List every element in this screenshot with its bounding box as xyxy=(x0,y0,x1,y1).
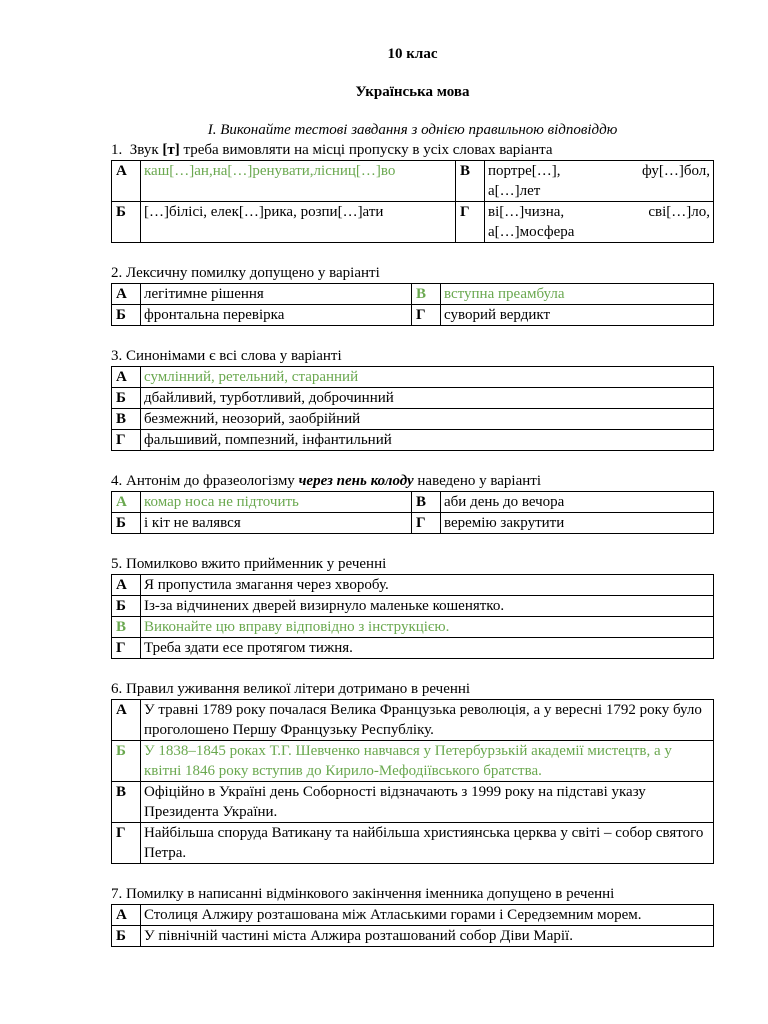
option-5c: Виконайте цю вправу відповідно з інструкцією. xyxy=(141,617,714,638)
document-page xyxy=(111,0,714,947)
option-1c: […]білісі, елек[…]рика, розпи[…]ати xyxy=(141,202,456,243)
option-2d: суворий вердикт xyxy=(441,305,714,326)
option-label: Б xyxy=(112,513,141,534)
question-5-options xyxy=(111,574,714,659)
subject-heading: Українська мова xyxy=(355,84,470,100)
question-1-sound: [т] xyxy=(162,142,180,158)
section-instruction: I. Виконайте тестові завдання з однією правильною відповіддю xyxy=(207,122,618,138)
option-label: А xyxy=(112,575,141,596)
option-label: А xyxy=(112,161,141,202)
option-4a: комар носа не підточить xyxy=(141,492,412,513)
option-7a: Столиця Алжиру розташована між Атласькими горами і Середземним морем. xyxy=(141,905,714,926)
option-label: Г xyxy=(412,513,441,534)
option-1d: ві[…]чизна, сві[…]ло, а[…]мосфера xyxy=(485,202,714,243)
option-label: А xyxy=(112,367,141,388)
option-5a: Я пропустила змагання через хворобу. xyxy=(141,575,714,596)
option-3b: дбайливий, турботливий, доброчинний xyxy=(141,388,714,409)
question-3: 3. Синонімами є всі слова у варіанті xyxy=(111,348,342,364)
option-label: А xyxy=(112,284,141,305)
option-label: В xyxy=(112,617,141,638)
option-label: В xyxy=(456,161,485,202)
question-5: 5. Помилково вжито прийменник у реченні xyxy=(111,556,387,572)
option-2a: легітимне рішення xyxy=(141,284,412,305)
option-6b: У 1838–1845 роках Т.Г. Шевченко навчався у Петербурзькій академії мистецтв, а у квітні 1846 року вступив до Кирило-Мефодіївського братства. xyxy=(141,741,714,782)
question-7: 7. Помилку в написанні відмінкового закінчення іменника допущено в реченні xyxy=(111,886,615,902)
option-label: Г xyxy=(112,638,141,659)
option-label: Б xyxy=(112,305,141,326)
option-label: Б xyxy=(112,741,141,782)
question-1-text-end: треба вимовляти на місці пропуску в усіх словах варіанта xyxy=(183,142,553,158)
option-label: В xyxy=(112,409,141,430)
question-6-options xyxy=(111,699,714,864)
option-5d: Треба здати есе протягом тижня. xyxy=(141,638,714,659)
option-label: Б xyxy=(112,596,141,617)
option-label: Г xyxy=(412,305,441,326)
option-label: А xyxy=(112,492,141,513)
question-2-options xyxy=(111,283,714,326)
option-label: Г xyxy=(112,823,141,864)
question-1-text-start: Звук xyxy=(129,142,159,158)
question-7-options xyxy=(111,904,714,947)
option-label: Б xyxy=(112,388,141,409)
question-1-options xyxy=(111,160,714,243)
option-2c: фронтальна перевірка xyxy=(141,305,412,326)
option-7b: У північній частині міста Алжира розташований собор Діви Марії. xyxy=(141,926,714,947)
option-6d: Найбільша споруда Ватикану та найбільша християнська церква у світі – собор святого Петра. xyxy=(141,823,714,864)
option-label: В xyxy=(412,284,441,305)
option-6a: У травні 1789 року почалася Велика Французька революція, а у вересні 1792 року було проголошено Першу Французьку Республіку. xyxy=(141,700,714,741)
option-label: Г xyxy=(112,430,141,451)
option-label: В xyxy=(112,782,141,823)
question-6: 6. Правил уживання великої літери дотримано в реченні xyxy=(111,681,471,697)
option-5b: Із-за відчинених дверей визирнуло маленьке кошенятко. xyxy=(141,596,714,617)
option-4d: веремію закрутити xyxy=(441,513,714,534)
option-4b: аби день до вечора xyxy=(441,492,714,513)
option-label: А xyxy=(112,905,141,926)
question-3-options xyxy=(111,366,714,451)
option-label: В xyxy=(412,492,441,513)
question-4-options xyxy=(111,491,714,534)
option-3d: фальшивий, помпезний, інфантильний xyxy=(141,430,714,451)
option-label: Г xyxy=(456,202,485,243)
question-4-text-end: наведено у варіанті xyxy=(417,473,541,489)
option-2b: вступна преамбула xyxy=(441,284,714,305)
grade-heading: 10 клас xyxy=(387,46,438,62)
option-label: Б xyxy=(112,926,141,947)
question-4-phrase: через пень колоду xyxy=(298,473,414,489)
question-1-number: 1. xyxy=(111,142,123,158)
option-6c: Офіційно в Україні день Соборності відзначають з 1999 року на підставі указу Президента України. xyxy=(141,782,714,823)
question-4-text-start: 4. Антонім до фразеологізму xyxy=(111,473,295,489)
option-3a: сумлінний, ретельний, старанний xyxy=(141,367,714,388)
question-4 xyxy=(111,471,714,491)
question-1 xyxy=(111,140,714,160)
option-label: А xyxy=(112,700,141,741)
option-1a: каш[…]ан,на[…]ренувати,лісниц[…]во xyxy=(141,161,456,202)
option-3c: безмежний, неозорий, заобрійний xyxy=(141,409,714,430)
option-1b: портре[…], фу[…]бол, а[…]лет xyxy=(485,161,714,202)
option-4c: і кіт не валявся xyxy=(141,513,412,534)
question-2: 2. Лексичну помилку допущено у варіанті xyxy=(111,265,380,281)
option-label: Б xyxy=(112,202,141,243)
